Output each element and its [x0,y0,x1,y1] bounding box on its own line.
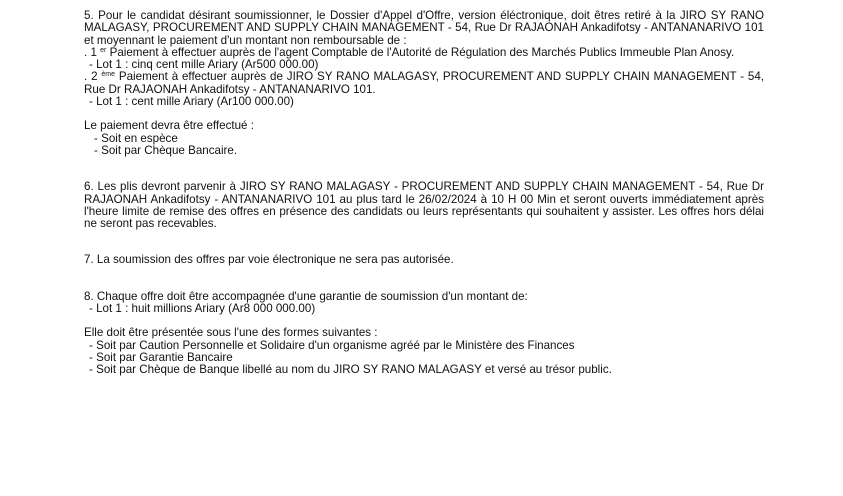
section-7 [84,254,764,266]
payment-1-text: Paiement à effectuer auprès de l'agent Comptable de l'Autorité de Régulation des Marchés Publics Immeuble Plan Anosy. [106,45,735,59]
section-5-intro: 5. Pour le candidat désirant soumissionner, le Dossier d'Appel d'Offre, version éléctronique, doit êtres retiré à la JIRO SY RANO MALAGASY, PROCUREMENT AND SUPPLY CHAIN MANAGEMENT - 54, Rue Dr RAJAONAH Ankadifotsy - ANTANANARIVO 101 et moyennant le paiement d'un montant non remboursable de : [84,9,764,47]
payment-option: - Soit par Chèque Bancaire. [94,143,238,157]
guarantee-form: - Soit par Garantie Bancaire [89,350,233,364]
payment-heading: Le paiement devra être effectué : [84,119,254,133]
guarantee-lot: - Lot 1 : huit millions Ariary (Ar8 000 000.00) [89,302,316,316]
section-6-text: 6. Les plis devront parvenir à JIRO SY RANO MALAGASY - PROCUREMENT AND SUPPLY CHAIN MANAGEMENT - 54, Rue Dr RAJAONAH Ankadifotsy - ANTANANARIVO 101 au plus tard le 26/02/2024 à 10 H 00 Min et seront ouverts immédiatement après l'heure limite de remise des offres en présence des candidats ou leurs représentants qui souhaitent y assister. Les offres hors délai ne seront pas recevables. [84,180,764,231]
guarantee-forms-heading: Elle doit être présentée sous l'une des formes suivantes : [84,326,378,340]
section-7-text: 7. La soumission des offres par voie électronique ne sera pas autorisée. [84,253,454,267]
payment-2-lot: - Lot 1 : cent mille Ariary (Ar100 000.00) [89,95,294,109]
payment-1-lot: - Lot 1 : cinq cent mille Ariary (Ar500 000.00) [89,58,319,72]
section-6 [84,181,764,230]
payment-1-number: . 1 [84,45,97,59]
payment-2-text: Paiement à effectuer auprès de JIRO SY RANO MALAGASY, PROCUREMENT AND SUPPLY CHAIN MANAGEMENT - 54, Rue Dr RAJAONAH Ankadifotsy - ANTANANARIVO 101. [84,70,765,96]
payment-2-ordinal: ème [101,71,116,79]
guarantee-form: - Soit par Chèque de Banque libellé au nom du JIRO SY RANO MALAGASY et versé au trésor public. [89,363,612,377]
payment-option: - Soit en espèce [94,131,178,145]
section-8-intro: 8. Chaque offre doit être accompagnée d'une garantie de soumission d'un montant de: [84,289,528,303]
guarantee-form: - Soit par Caution Personnelle et Solidaire d'un organisme agréé par le Ministère des Finances [89,338,575,352]
payment-2 [84,71,764,96]
section-5 [84,10,764,157]
payment-2-number: . 2 [84,70,98,84]
document-page [84,10,764,377]
payment-1-ordinal: er [100,46,107,54]
section-8 [84,291,764,377]
